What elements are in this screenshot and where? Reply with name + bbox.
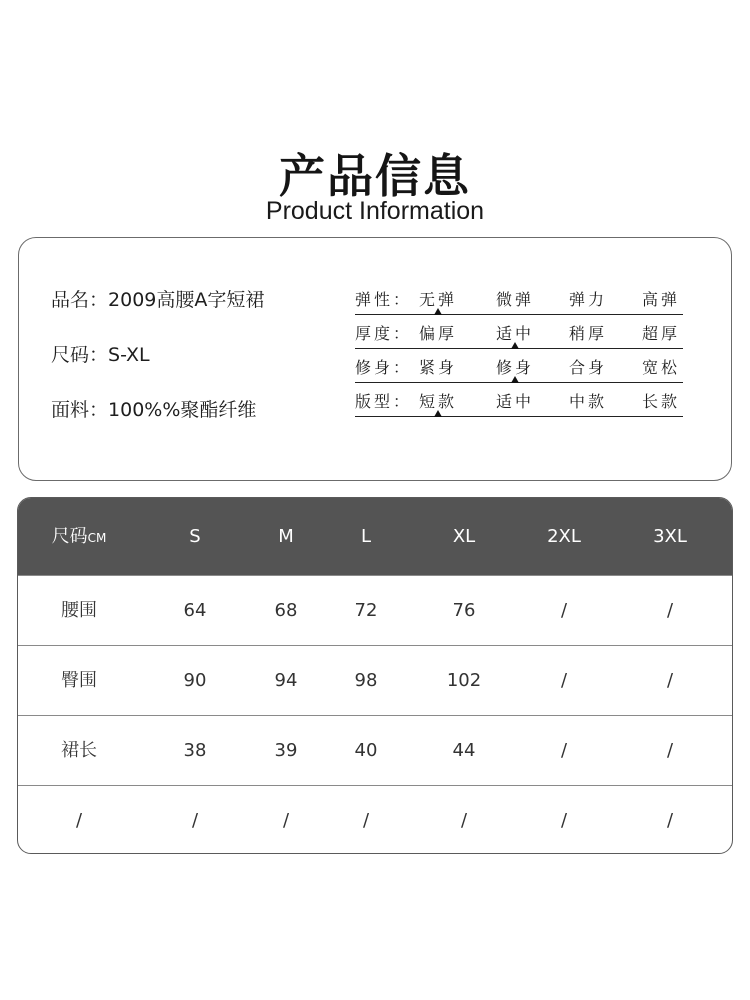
attribute-option: 适中 xyxy=(495,392,535,411)
attribute-option: 弹力 xyxy=(568,290,608,309)
product-info-card xyxy=(18,237,732,481)
attribute-option: 合身 xyxy=(568,358,608,377)
attribute-option: 适中 xyxy=(495,324,535,343)
product-name-row xyxy=(51,285,264,312)
size-table-header xyxy=(18,498,733,575)
table-cell: / xyxy=(560,810,568,831)
attribute-option: 超厚 xyxy=(641,324,681,343)
product-fabric-row xyxy=(51,395,256,422)
table-cell: / xyxy=(560,670,568,691)
selected-marker-icon xyxy=(511,342,519,349)
size-column-header: L xyxy=(360,526,372,547)
table-cell: 40 xyxy=(354,740,378,761)
product-size-label: 尺码： xyxy=(51,344,109,366)
table-row xyxy=(18,785,733,854)
page-title-cn: 产品信息 xyxy=(279,149,471,203)
product-size-value: S-XL xyxy=(108,344,150,366)
row-label: 臀围 xyxy=(61,670,97,691)
size-column-header: 2XL xyxy=(547,526,581,547)
selected-marker-icon xyxy=(511,376,519,383)
attribute-option: 无弹 xyxy=(418,290,458,309)
attribute-option: 微弹 xyxy=(495,290,535,309)
product-fabric-value: 100%%聚酯纤维 xyxy=(108,399,257,421)
attribute-row xyxy=(355,383,683,417)
size-column-header: 3XL xyxy=(653,526,687,547)
row-label: 腰围 xyxy=(61,600,97,621)
table-cell: 39 xyxy=(274,740,298,761)
attribute-option: 修身 xyxy=(495,358,535,377)
attribute-row xyxy=(355,349,683,383)
attribute-scale-line xyxy=(355,416,683,417)
attribute-row xyxy=(355,281,683,315)
size-column-header: M xyxy=(278,526,294,547)
table-cell: / xyxy=(666,740,674,761)
table-cell: 76 xyxy=(452,600,476,621)
table-cell: 44 xyxy=(452,740,476,761)
attribute-row xyxy=(355,315,683,349)
attribute-option: 偏厚 xyxy=(418,324,458,343)
attribute-option: 高弹 xyxy=(641,290,681,309)
table-cell: 38 xyxy=(183,740,207,761)
table-cell: 68 xyxy=(274,600,298,621)
selected-marker-icon xyxy=(434,410,442,417)
attribute-label: 版型： xyxy=(355,392,413,411)
table-cell: / xyxy=(560,740,568,761)
table-cell: 98 xyxy=(354,670,378,691)
size-header-label: 尺码CM xyxy=(51,526,107,547)
table-cell: / xyxy=(460,810,468,831)
selected-marker-icon xyxy=(434,308,442,315)
attribute-option: 中款 xyxy=(568,392,608,411)
table-cell: 94 xyxy=(274,670,298,691)
size-column-header: S xyxy=(189,526,201,547)
table-cell: 90 xyxy=(183,670,207,691)
table-cell: / xyxy=(282,810,290,831)
product-size-row xyxy=(51,340,150,367)
table-cell: 102 xyxy=(446,670,482,691)
table-cell: / xyxy=(362,810,370,831)
attribute-option: 长款 xyxy=(641,392,681,411)
table-cell: 72 xyxy=(354,600,378,621)
attribute-label: 弹性： xyxy=(355,290,413,309)
table-row xyxy=(18,575,733,645)
table-cell: / xyxy=(666,810,674,831)
product-name-value: 2009高腰A字短裙 xyxy=(108,289,265,311)
attribute-label: 厚度： xyxy=(355,324,413,343)
attribute-option: 紧身 xyxy=(418,358,458,377)
table-cell: / xyxy=(666,670,674,691)
table-cell: / xyxy=(191,810,199,831)
page-title-en: Product Information xyxy=(265,197,485,225)
attribute-label: 修身： xyxy=(355,358,413,377)
attribute-option: 稍厚 xyxy=(568,324,608,343)
table-row xyxy=(18,715,733,785)
size-table xyxy=(17,497,733,854)
row-label: / xyxy=(75,810,83,831)
table-cell: 64 xyxy=(183,600,207,621)
attribute-option: 短款 xyxy=(418,392,458,411)
table-cell: / xyxy=(666,600,674,621)
row-label: 裙长 xyxy=(61,740,97,761)
table-row xyxy=(18,645,733,715)
table-cell: / xyxy=(560,600,568,621)
attribute-option: 宽松 xyxy=(641,358,681,377)
product-name-label: 品名： xyxy=(51,289,109,311)
size-column-header: XL xyxy=(452,526,476,547)
product-fabric-label: 面料： xyxy=(51,399,109,421)
